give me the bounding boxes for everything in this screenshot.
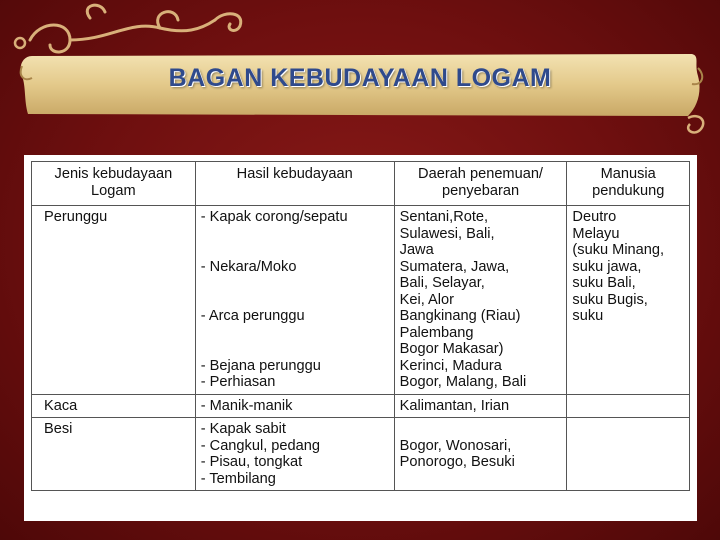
cell-manusia: Deutro Melayu (suku Minang, suku jawa, suku Bali, suku Bugis, suku: [567, 206, 690, 395]
culture-table-panel: [24, 155, 697, 521]
cell-daerah: Sentani,Rote, Sulawesi, Bali, Jawa Sumatera, Jawa, Bali, Selayar, Kei, Alor Bangkinang (Riau) Palembang Bogor Makasar) Kerinci, Madura Bogor, Malang, Bali: [394, 206, 567, 395]
cell-hasil: - Kapak sabit - Cangkul, pedang - Pisau, tongkat - Tembilang: [195, 418, 394, 491]
cell-daerah: Kalimantan, Irian: [394, 394, 567, 418]
slide-title: BAGAN KEBUDAYAAN LOGAM: [168, 64, 552, 92]
table-header-row: [32, 162, 690, 206]
table-row-kaca: [32, 394, 690, 418]
table-row-besi: [32, 418, 690, 491]
cell-jenis: Besi: [32, 418, 196, 491]
cell-jenis: Kaca: [32, 394, 196, 418]
cell-hasil: - Kapak corong/sepatu - Nekara/Moko - Arca perunggu - Bejana perunggu - Perhiasan: [195, 206, 394, 395]
cell-jenis: Perunggu: [32, 206, 196, 395]
cell-daerah: Bogor, Wonosari, Ponorogo, Besuki: [394, 418, 567, 491]
header-jenis: Jenis kebudayaan Logam: [32, 162, 196, 206]
header-hasil: Hasil kebudayaan: [195, 162, 394, 206]
cell-hasil: - Manik-manik: [195, 394, 394, 418]
culture-table: [31, 161, 690, 491]
cell-manusia: [567, 394, 690, 418]
cell-manusia: [567, 418, 690, 491]
header-daerah: Daerah penemuan/ penyebaran: [394, 162, 567, 206]
table-row-perunggu: [32, 206, 690, 395]
header-manusia: Manusia pendukung: [567, 162, 690, 206]
